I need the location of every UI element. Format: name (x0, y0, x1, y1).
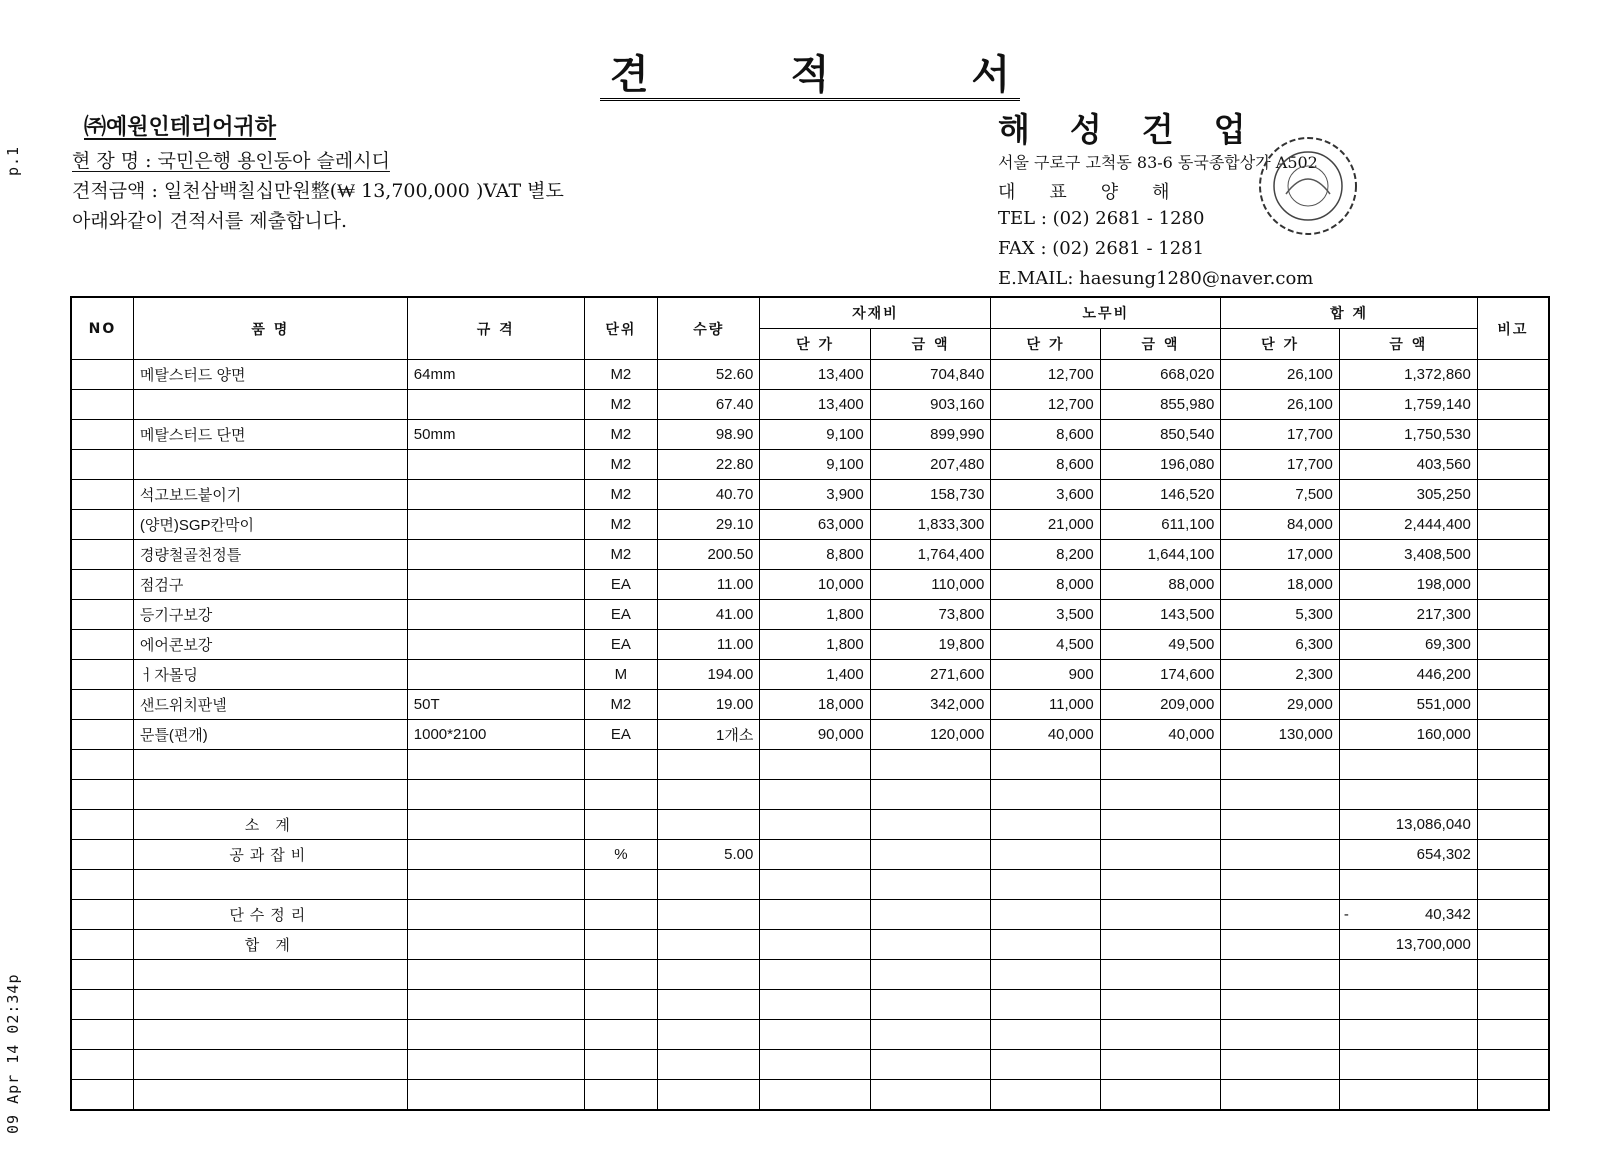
cell-m-amt: 899,990 (870, 420, 991, 450)
cell-unit: M2 (584, 420, 658, 450)
table-row (71, 720, 1549, 750)
cell-m-amt: 271,600 (870, 660, 991, 690)
company-email: E.MAIL: haesung1280@naver.com (998, 268, 1314, 289)
cell-t-amt: 198,000 (1339, 570, 1477, 600)
cell-l-amt: 49,500 (1100, 630, 1221, 660)
cell-m-amt: 19,800 (870, 630, 991, 660)
table-row (71, 360, 1549, 390)
subtotal-amount: 13,086,040 (1339, 810, 1477, 840)
cell-qty: 40.70 (658, 480, 760, 510)
cell-t-price: 17,700 (1221, 450, 1340, 480)
cell-t-price: 17,000 (1221, 540, 1340, 570)
table-row (71, 540, 1549, 570)
total-row (71, 930, 1549, 960)
subtotal-row (71, 810, 1549, 840)
cell-qty: 1개소 (658, 720, 760, 750)
table-row (71, 450, 1549, 480)
cell-qty: 11.00 (658, 630, 760, 660)
overhead-unit: % (584, 840, 658, 870)
title-char-3: 서 (971, 51, 1010, 98)
cell-l-price: 3,500 (991, 600, 1100, 630)
cell-m-amt (870, 750, 991, 780)
grand-total: 13,700,000 (1339, 930, 1477, 960)
cell-unit (584, 780, 658, 810)
cell-m-amt: 158,730 (870, 480, 991, 510)
blank-row (71, 990, 1549, 1020)
cell-l-price: 21,000 (991, 510, 1100, 540)
cell-t-amt: 551,000 (1339, 690, 1477, 720)
cell-l-amt: 146,520 (1100, 480, 1221, 510)
cell-m-amt: 704,840 (870, 360, 991, 390)
cell-t-price: 26,100 (1221, 360, 1340, 390)
cell-m-amt: 903,160 (870, 390, 991, 420)
cell-l-price (991, 750, 1100, 780)
site-name: 현 장 명 : 국민은행 용인동아 슬레시디 (72, 150, 390, 172)
cell-spec: 50mm (407, 420, 584, 450)
cell-m-price: 8,800 (760, 540, 870, 570)
subtotal-label: 소 계 (133, 810, 407, 840)
title-char-2: 적 (790, 51, 830, 98)
cell-l-price: 11,000 (991, 690, 1100, 720)
cell-item: 문틀(편개) (133, 720, 407, 750)
cell-note (1477, 480, 1549, 510)
cell-l-price: 4,500 (991, 630, 1100, 660)
cell-t-price: 18,000 (1221, 570, 1340, 600)
cell-unit: M2 (584, 540, 658, 570)
cell-m-price: 9,100 (760, 450, 870, 480)
cell-m-price: 18,000 (760, 690, 870, 720)
cell-no (71, 660, 133, 690)
cell-note (1477, 720, 1549, 750)
blank-row (71, 1020, 1549, 1050)
cell-note (1477, 510, 1549, 540)
cell-spec (407, 390, 584, 420)
table-row (71, 510, 1549, 540)
cell-l-amt: 850,540 (1100, 420, 1221, 450)
cell-l-price (991, 780, 1100, 810)
cell-l-price: 8,600 (991, 450, 1100, 480)
cell-m-price: 13,400 (760, 390, 870, 420)
rounding-label: 단수정리 (133, 900, 407, 930)
header-no: NO (71, 297, 133, 360)
header-total: 합 계 (1221, 297, 1478, 329)
header-unit: 단위 (584, 297, 658, 360)
total-label: 합 계 (133, 930, 407, 960)
cell-t-price: 84,000 (1221, 510, 1340, 540)
cell-t-amt: 1,759,140 (1339, 390, 1477, 420)
cell-unit: M2 (584, 510, 658, 540)
blank-row (71, 960, 1549, 990)
header-spec: 규 격 (407, 297, 584, 360)
cell-spec (407, 660, 584, 690)
company-representative: 대표양해 (998, 182, 1204, 203)
title-char-1: 견 (610, 51, 649, 98)
cell-unit: EA (584, 630, 658, 660)
quote-amount: 견적금액 : 일천삼백칠십만원整(₩ 13,700,000 )VAT 별도 (72, 180, 564, 202)
cell-note (1477, 570, 1549, 600)
cell-spec: 50T (407, 690, 584, 720)
cell-no (71, 450, 133, 480)
cell-t-price (1221, 750, 1340, 780)
cell-qty: 29.10 (658, 510, 760, 540)
cell-t-price: 7,500 (1221, 480, 1340, 510)
cell-m-amt: 207,480 (870, 450, 991, 480)
intro-text: 아래와같이 견적서를 제출합니다. (72, 210, 348, 232)
cell-no (71, 720, 133, 750)
cell-l-price: 40,000 (991, 720, 1100, 750)
cell-l-amt: 855,980 (1100, 390, 1221, 420)
cell-no (71, 480, 133, 510)
cell-m-price: 3,900 (760, 480, 870, 510)
cell-m-amt (870, 780, 991, 810)
cell-t-amt: 69,300 (1339, 630, 1477, 660)
cell-m-price: 1,800 (760, 630, 870, 660)
cell-item: 석고보드붙이기 (133, 480, 407, 510)
cell-qty (658, 780, 760, 810)
cell-qty: 52.60 (658, 360, 760, 390)
cell-unit: M2 (584, 450, 658, 480)
document-title (600, 52, 1020, 101)
cell-item (133, 390, 407, 420)
cell-spec (407, 450, 584, 480)
cell-m-price: 1,800 (760, 600, 870, 630)
cell-no (71, 420, 133, 450)
cell-l-amt: 143,500 (1100, 600, 1221, 630)
cell-t-amt: 305,250 (1339, 480, 1477, 510)
header-qty: 수량 (658, 297, 760, 360)
cell-qty: 41.00 (658, 600, 760, 630)
cell-no (71, 690, 133, 720)
cell-qty (658, 750, 760, 780)
cell-spec (407, 630, 584, 660)
table-row (71, 390, 1549, 420)
overhead-rate: 5.00 (658, 840, 760, 870)
cell-item (133, 750, 407, 780)
cell-spec: 1000*2100 (407, 720, 584, 750)
table-row (71, 570, 1549, 600)
cell-m-amt: 73,800 (870, 600, 991, 630)
cell-item: 메탈스터드 양면 (133, 360, 407, 390)
blank-row (71, 870, 1549, 900)
overhead-amount: 654,302 (1339, 840, 1477, 870)
cell-t-price: 17,700 (1221, 420, 1340, 450)
cell-item (133, 780, 407, 810)
cell-l-amt: 209,000 (1100, 690, 1221, 720)
cell-qty: 19.00 (658, 690, 760, 720)
table-row (71, 420, 1549, 450)
cell-t-amt: 1,750,530 (1339, 420, 1477, 450)
cell-spec (407, 780, 584, 810)
rounding-amount-cell (1339, 900, 1477, 930)
header-material: 자재비 (760, 297, 991, 329)
cell-qty: 67.40 (658, 390, 760, 420)
header-material-price: 단 가 (760, 329, 870, 360)
header-note: 비고 (1477, 297, 1549, 360)
rounding-sign: - (1343, 906, 1349, 923)
cell-unit (584, 750, 658, 780)
cell-note (1477, 780, 1549, 810)
cell-item (133, 450, 407, 480)
recipient: ㈜예원인테리어귀하 (84, 114, 277, 140)
cell-t-amt: 446,200 (1339, 660, 1477, 690)
cell-l-price: 12,700 (991, 390, 1100, 420)
cell-t-price: 29,000 (1221, 690, 1340, 720)
cell-t-amt: 217,300 (1339, 600, 1477, 630)
cell-l-price: 12,700 (991, 360, 1100, 390)
cell-l-amt (1100, 750, 1221, 780)
company-tel: TEL : (02) 2681 - 1280 (998, 208, 1205, 229)
table-row (71, 690, 1549, 720)
page-number-mark: p.1 (4, 145, 22, 176)
cell-unit: M2 (584, 480, 658, 510)
cell-unit: EA (584, 600, 658, 630)
cell-t-amt: 160,000 (1339, 720, 1477, 750)
cell-l-amt: 1,644,100 (1100, 540, 1221, 570)
cell-m-amt: 1,764,400 (870, 540, 991, 570)
cell-l-amt: 196,080 (1100, 450, 1221, 480)
cell-no (71, 390, 133, 420)
cell-no (71, 630, 133, 660)
table-row (71, 630, 1549, 660)
cell-m-amt: 1,833,300 (870, 510, 991, 540)
header-item: 품 명 (133, 297, 407, 360)
cell-note (1477, 360, 1549, 390)
fax-datetime-mark: 09 Apr 14 02:34p (4, 973, 22, 1134)
cell-m-price: 9,100 (760, 420, 870, 450)
cell-note (1477, 540, 1549, 570)
cell-note (1477, 420, 1549, 450)
cell-qty: 200.50 (658, 540, 760, 570)
cell-m-amt: 120,000 (870, 720, 991, 750)
cell-note (1477, 630, 1549, 660)
cell-note (1477, 600, 1549, 630)
table-row (71, 480, 1549, 510)
cell-l-price: 8,600 (991, 420, 1100, 450)
cell-m-price: 63,000 (760, 510, 870, 540)
cell-t-price (1221, 780, 1340, 810)
cell-l-price: 8,200 (991, 540, 1100, 570)
cell-item: 샌드위치판넬 (133, 690, 407, 720)
cell-spec (407, 510, 584, 540)
cell-item: 에어콘보강 (133, 630, 407, 660)
cell-no (71, 510, 133, 540)
cell-m-price (760, 780, 870, 810)
cell-l-amt (1100, 780, 1221, 810)
cell-spec (407, 600, 584, 630)
cell-t-price: 6,300 (1221, 630, 1340, 660)
cell-m-price: 90,000 (760, 720, 870, 750)
header-total-price: 단 가 (1221, 329, 1340, 360)
company-fax: FAX : (02) 2681 - 1281 (998, 238, 1205, 259)
header-labor-amount: 금 액 (1100, 329, 1221, 360)
cell-t-amt: 1,372,860 (1339, 360, 1477, 390)
cell-t-amt: 3,408,500 (1339, 540, 1477, 570)
company-address: 서울 구로구 고척동 83-6 동국종합상가 A502 (998, 153, 1318, 172)
cell-l-price: 3,600 (991, 480, 1100, 510)
cell-t-amt: 403,560 (1339, 450, 1477, 480)
table-row (71, 660, 1549, 690)
cell-note (1477, 750, 1549, 780)
cell-spec (407, 750, 584, 780)
cell-t-price: 26,100 (1221, 390, 1340, 420)
cell-spec (407, 480, 584, 510)
cell-t-amt (1339, 750, 1477, 780)
cell-unit: M2 (584, 390, 658, 420)
table-row (71, 750, 1549, 780)
overhead-label: 공과잡비 (133, 840, 407, 870)
cell-qty: 11.00 (658, 570, 760, 600)
cell-item: 점검구 (133, 570, 407, 600)
cell-m-price (760, 750, 870, 780)
cell-unit: EA (584, 720, 658, 750)
cell-item: ㅓ자몰딩 (133, 660, 407, 690)
cell-m-amt: 110,000 (870, 570, 991, 600)
company-seal-stamp (1256, 134, 1360, 238)
cell-no (71, 780, 133, 810)
cell-t-price: 5,300 (1221, 600, 1340, 630)
cell-unit: M (584, 660, 658, 690)
cell-l-price: 8,000 (991, 570, 1100, 600)
cell-l-amt: 611,100 (1100, 510, 1221, 540)
rounding-row (71, 900, 1549, 930)
cell-unit: EA (584, 570, 658, 600)
header-material-amount: 금 액 (870, 329, 991, 360)
quote-table (70, 296, 1550, 1111)
cell-note (1477, 450, 1549, 480)
cell-t-amt (1339, 780, 1477, 810)
rounding-amount: 40,342 (1424, 906, 1471, 923)
cell-no (71, 360, 133, 390)
cell-qty: 22.80 (658, 450, 760, 480)
cell-qty: 98.90 (658, 420, 760, 450)
table-row (71, 780, 1549, 810)
cell-l-amt: 174,600 (1100, 660, 1221, 690)
header-labor-price: 단 가 (991, 329, 1100, 360)
cell-m-amt: 342,000 (870, 690, 991, 720)
cell-l-amt: 668,020 (1100, 360, 1221, 390)
cell-l-price: 900 (991, 660, 1100, 690)
cell-m-price: 13,400 (760, 360, 870, 390)
cell-item: 등기구보강 (133, 600, 407, 630)
overhead-row (71, 840, 1549, 870)
cell-unit: M2 (584, 360, 658, 390)
cell-note (1477, 390, 1549, 420)
header-labor: 노무비 (991, 297, 1221, 329)
cell-item: (양면)SGP칸막이 (133, 510, 407, 540)
cell-spec: 64mm (407, 360, 584, 390)
cell-no (71, 570, 133, 600)
header-total-amount: 금 액 (1339, 329, 1477, 360)
cell-no (71, 600, 133, 630)
company-name: 해성건업 (998, 110, 1286, 149)
cell-spec (407, 540, 584, 570)
cell-t-amt: 2,444,400 (1339, 510, 1477, 540)
cell-m-price: 10,000 (760, 570, 870, 600)
cell-unit: M2 (584, 690, 658, 720)
blank-row (71, 1080, 1549, 1111)
cell-spec (407, 570, 584, 600)
blank-row (71, 1050, 1549, 1080)
cell-note (1477, 660, 1549, 690)
cell-l-amt: 88,000 (1100, 570, 1221, 600)
cell-t-price: 2,300 (1221, 660, 1340, 690)
cell-item: 경량철골천정틀 (133, 540, 407, 570)
cell-no (71, 540, 133, 570)
cell-qty: 194.00 (658, 660, 760, 690)
cell-t-price: 130,000 (1221, 720, 1340, 750)
cell-note (1477, 690, 1549, 720)
cell-l-amt: 40,000 (1100, 720, 1221, 750)
cell-no (71, 750, 133, 780)
cell-item: 메탈스터드 단면 (133, 420, 407, 450)
cell-m-price: 1,400 (760, 660, 870, 690)
table-row (71, 600, 1549, 630)
